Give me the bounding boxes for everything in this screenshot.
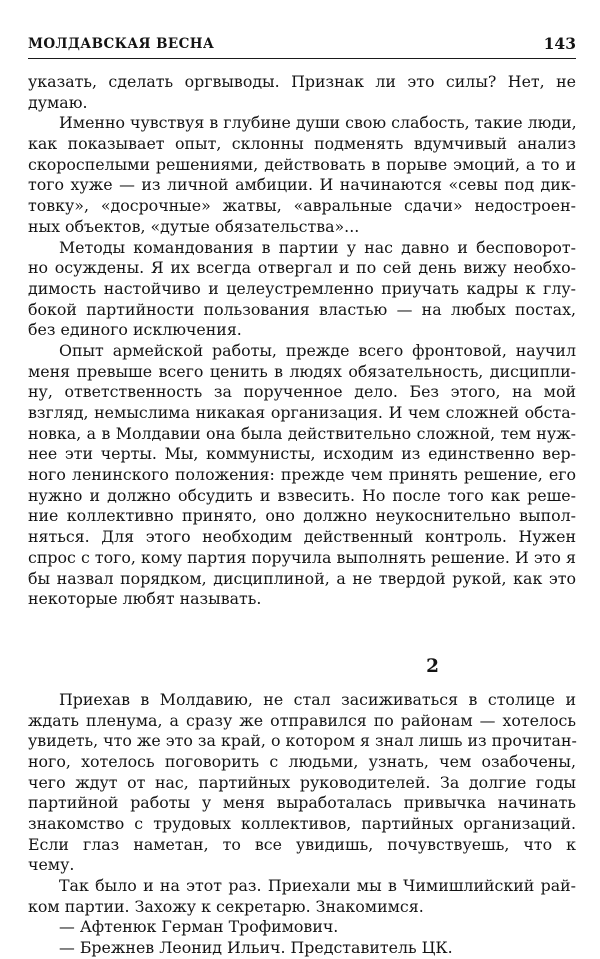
dialogue-line: — Брежнев Леонид Ильич. Представитель ЦК. bbox=[59, 938, 453, 958]
text-line: ние коллективно принято, оно должно неукоснительно выпол- bbox=[28, 506, 576, 526]
text-line: чего ждут от нас, партийных руководителей. За долгие годы bbox=[28, 772, 576, 792]
text-line: ждать пленума, а сразу же отправился по районам — хотелось bbox=[28, 710, 576, 730]
text-line: некоторые любят называть. bbox=[28, 589, 262, 609]
text-line: Опыт армейской работы, прежде всего фронтовой, научил bbox=[59, 340, 576, 360]
text-line: нужно и должно обсудить и взвесить. Но после того как реше- bbox=[28, 485, 576, 505]
text-line: скороспелыми решениями, действовать в порыве эмоций, а то и bbox=[28, 154, 576, 174]
text-line: Приехав в Молдавию, не стал засиживаться в столице и bbox=[59, 689, 576, 709]
text-line: меня превыше всего ценить в людях обязательность, дисципли- bbox=[28, 361, 576, 381]
page-header bbox=[28, 32, 576, 59]
text-line: бокой партийности пользования властью — на любых постах, bbox=[28, 299, 576, 319]
text-line: Так было и на этот раз. Приехали мы в Чимишлийский рай- bbox=[59, 876, 576, 896]
text-line: чему. bbox=[28, 855, 75, 875]
text-line: Если глаз наметан, то все увидишь, почувствуешь, что к bbox=[28, 834, 576, 854]
text-line: спрос с того, кому партия поручила выполнять решение. И это я bbox=[28, 547, 576, 567]
text-line: взгляд, немыслима никакая организация. И чем сложней обста- bbox=[28, 403, 576, 422]
text-line: няться. Для этого необходим действенный контроль. Нужен bbox=[28, 527, 576, 547]
text-line: партийной работы у меня выработалась привычка начинать bbox=[28, 793, 576, 813]
dialogue-line: — Афтенюк Герман Трофимович. bbox=[59, 917, 339, 937]
text-line: знакомство с трудовых коллективов, партийных организаций. bbox=[28, 814, 576, 833]
body-text bbox=[28, 72, 576, 959]
text-line: ну, ответственность за порученное дело. Без этого, на мой bbox=[28, 382, 576, 402]
text-line: новка, а в Молдавии она была действительно сложной, тем нуж- bbox=[28, 423, 576, 443]
text-line: но осуждены. Я их всегда отвергал и по сей день вижу необхо- bbox=[28, 258, 576, 278]
text-line: ного ленинского положения: прежде чем принять решение, его bbox=[28, 465, 576, 485]
text-line: ных объектов, «дутые обязательства»... bbox=[28, 216, 360, 236]
section-gap bbox=[28, 610, 576, 657]
text-line: бы назвал порядком, дисциплиной, а не твердой рукой, как это bbox=[28, 568, 576, 588]
text-line: указать, сделать оргвыводы. Признак ли это силы? Нет, не bbox=[28, 72, 576, 91]
section-number: 2 bbox=[426, 655, 439, 677]
text-line: димость настойчиво и целеустремленно приучать кадры к глу- bbox=[28, 278, 576, 298]
text-line: нее эти черты. Мы, коммунисты, исходим из единственно вер- bbox=[28, 444, 576, 464]
text-line: думаю. bbox=[28, 92, 88, 112]
text-line: Методы командования в партии у нас давно и бесповорот- bbox=[59, 237, 576, 257]
text-line: увидеть, что же это за край, о котором я знал лишь из прочитан- bbox=[28, 731, 577, 751]
text-line: товку», «досрочные» жатвы, «авральные сдачи» недостроен- bbox=[28, 196, 576, 216]
text-line: Именно чувствуя в глубине души свою слабость, такие люди, bbox=[59, 113, 577, 133]
text-line: без единого исключения. bbox=[28, 320, 242, 340]
page-number: 143 bbox=[543, 34, 576, 53]
text-line: ного, хотелось поговорить с людьми, узнать, чем озабочены, bbox=[28, 751, 576, 771]
running-title: МОЛДАВСКАЯ ВЕСНА bbox=[28, 36, 215, 52]
text-line: как показывает опыт, склонны подменять вдумчивый анализ bbox=[28, 134, 576, 154]
text-line: ком партии. Захожу к секретарю. Знакомимся. bbox=[28, 896, 424, 916]
text-line: того хуже — из личной амбиции. И начинаются «севы под дик- bbox=[28, 175, 576, 195]
